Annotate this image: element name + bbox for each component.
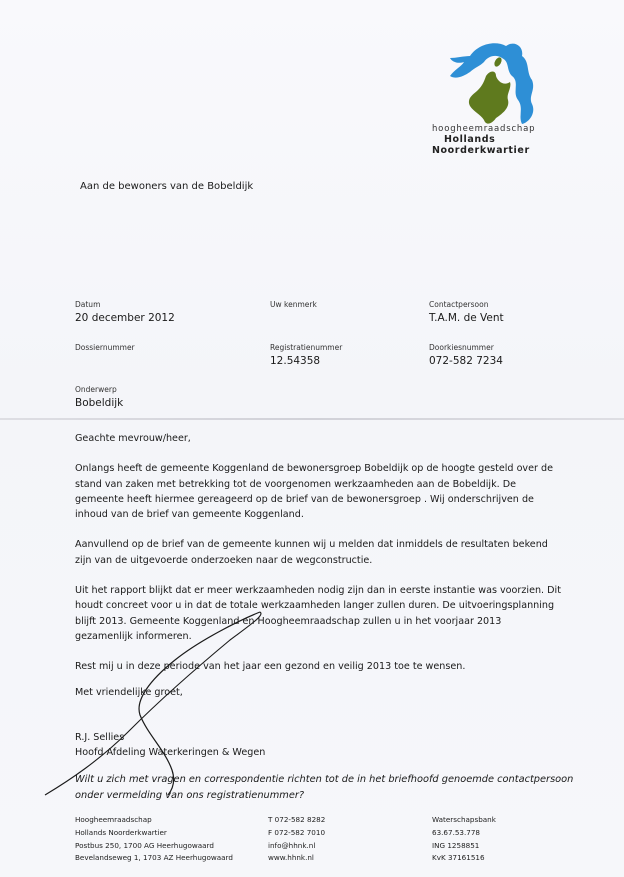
meta-uw-kenmerk xyxy=(270,300,317,309)
paragraph-1-line-3: gemeente heeft hiermee gereageerd op de brief van de bewonersgroep . Wij onderschrijven de xyxy=(75,493,534,505)
registratienummer-label: Registratienummer xyxy=(270,343,343,352)
footer-bank-account: 63.67.53.778 xyxy=(432,827,481,837)
signer-name: R.J. Sellies xyxy=(75,731,125,743)
paragraph-3-line-3: blijft 2013. Gemeente Koggenland en Hoogheemraadschap zullen u in het voorjaar 2013 xyxy=(75,615,502,627)
notice-line-1: Wilt u zich met vragen en correspondentie richten tot de in het briefhoofd genoemde contactpersoon xyxy=(75,774,574,785)
footer-org: Hoogheemraadschap xyxy=(75,815,152,824)
footer-phone: T 072-582 8282 xyxy=(268,815,326,824)
footer-bank-name: Waterschapsbank xyxy=(432,815,496,824)
footer-contact xyxy=(268,814,325,865)
meta-datum xyxy=(75,300,175,324)
footer-ing: ING 1258851 xyxy=(432,840,480,850)
closing: Met vriendelijke groet, xyxy=(75,686,183,698)
logo-wordmark xyxy=(432,124,552,156)
footer-postbus: Postbus 250, 1700 AG Heerhugowaard xyxy=(75,840,214,850)
contactpersoon-value: T.A.M. de Vent xyxy=(429,312,504,324)
paper-fold-line xyxy=(0,418,624,420)
paragraph-1-line-1: Onlangs heeft de gemeente Koggenland de bewonersgroep Bobeldijk op de hoogte gesteld over de xyxy=(75,463,554,475)
dossiernummer-label: Dossiernummer xyxy=(75,343,135,352)
correspondence-notice xyxy=(75,772,575,804)
notice-line-2: onder vermelding van ons registratienummer? xyxy=(75,790,305,801)
footer-org-name: Hollands Noorderkwartier xyxy=(75,827,167,837)
paragraph-2-line-2: zijn van de uitgevoerde onderzoeken naar de wegconstructie. xyxy=(75,554,373,566)
footer-visit-address: Bevelandseweg 1, 1703 AZ Heerhugowaard xyxy=(75,853,233,863)
paragraph-1-line-2: stand van zaken met betrekking tot de voorgenomen werkzaamheden aan de Bobeldijk. De xyxy=(75,478,517,490)
footer-bank xyxy=(432,814,496,865)
paragraph-3-line-2: houdt concreet voor u in dat de totale werkzaamheden langer zullen duren. De uitvoeringsplanning xyxy=(75,600,555,612)
meta-dossiernummer xyxy=(75,343,135,352)
paragraph-1-line-4: inhoud van de brief van gemeente Koggenland. xyxy=(75,509,304,521)
hhnk-logo-icon xyxy=(440,36,540,136)
footer-email[interactable]: info@hhnk.nl xyxy=(268,840,316,850)
addressee: Aan de bewoners van de Bobeldijk xyxy=(80,181,254,192)
footer-kvk: KvK 37161516 xyxy=(432,853,485,863)
logo-name-line2: Noorderkwartier xyxy=(432,145,530,156)
footer-website[interactable]: www.hhnk.nl xyxy=(268,853,314,863)
signer-title: Hoofd Afdeling Waterkeringen & Wegen xyxy=(75,747,266,759)
letter-body xyxy=(75,431,575,760)
onderwerp-label: Onderwerp xyxy=(75,385,117,394)
datum-label: Datum xyxy=(75,300,101,309)
meta-contactpersoon xyxy=(429,300,504,324)
logo-north-holland-green xyxy=(469,72,511,124)
paragraph-3-line-4: gezamenlijk informeren. xyxy=(75,630,192,642)
contactpersoon-label: Contactpersoon xyxy=(429,300,489,309)
logo-name-line1: Hollands xyxy=(444,134,496,145)
paragraph-4: Rest mij u in deze periode van het jaar een gezond en veilig 2013 toe te wensen. xyxy=(75,661,466,673)
onderwerp-value: Bobeldijk xyxy=(75,397,124,409)
footer-fax: F 072-582 7010 xyxy=(268,827,326,837)
salutation: Geachte mevrouw/heer, xyxy=(75,433,191,444)
footer-address xyxy=(75,814,233,865)
uw-kenmerk-label: Uw kenmerk xyxy=(270,300,317,309)
registratienummer-value: 12.54358 xyxy=(270,355,321,367)
meta-doorkiesnummer xyxy=(429,343,503,367)
doorkiesnummer-value: 072-582 7234 xyxy=(429,355,503,367)
paragraph-2-line-1: Aanvullend op de brief van de gemeente kunnen wij u melden dat inmiddels de resultaten bekend xyxy=(75,539,548,551)
meta-registratienummer xyxy=(270,343,342,367)
paragraph-3-line-1: Uit het rapport blijkt dat er meer werkzaamheden nodig zijn dan in eerste instantie was voorzien. Dit xyxy=(75,585,561,597)
meta-onderwerp xyxy=(75,385,123,409)
logo-subtitle: hoogheemraadschap xyxy=(432,124,536,134)
doorkiesnummer-label: Doorkiesnummer xyxy=(429,343,494,352)
datum-value: 20 december 2012 xyxy=(75,312,175,324)
